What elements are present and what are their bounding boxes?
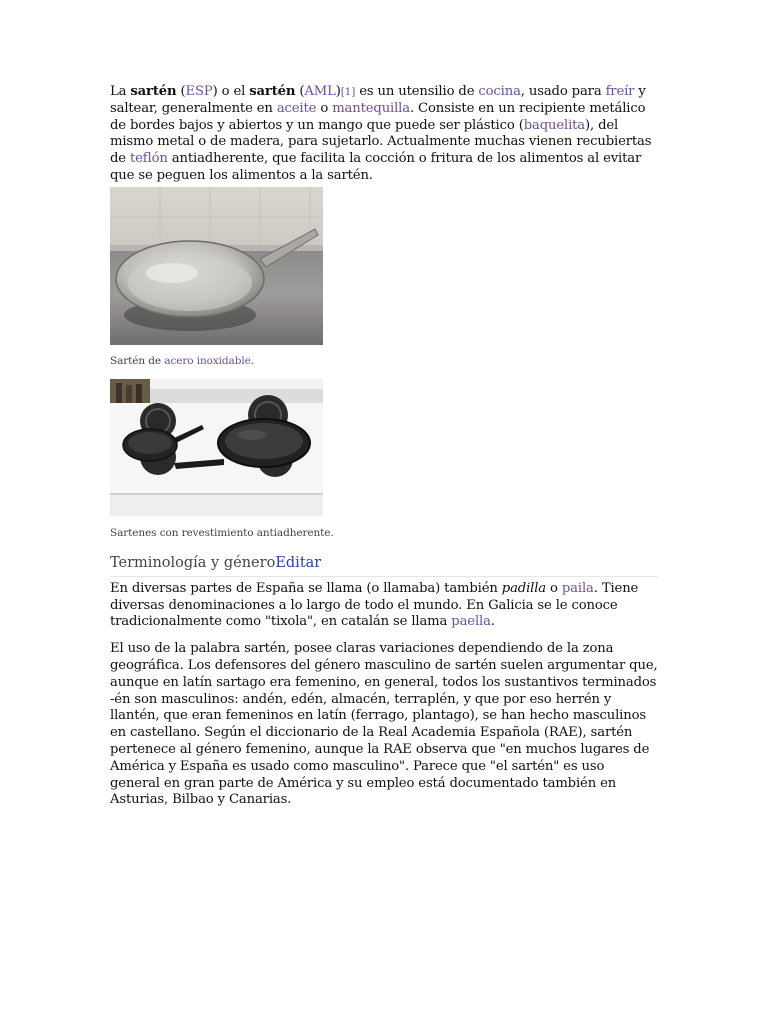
intro-paragraph xyxy=(110,84,658,185)
text: La xyxy=(110,84,131,99)
bold-term: sartén xyxy=(249,84,296,99)
text: es un utensilio de xyxy=(355,84,479,99)
caption-text: Sartén de xyxy=(110,354,165,367)
figure-caption xyxy=(110,355,658,368)
link-aml[interactable]: AML xyxy=(304,84,336,99)
text: de xyxy=(110,151,130,167)
section-heading xyxy=(110,554,658,577)
link-cocina[interactable]: cocina xyxy=(478,84,521,99)
figure-caption: Sartenes con revestimiento antiadherente. xyxy=(110,526,334,539)
reference-link[interactable]: [1] xyxy=(340,86,356,98)
link-paella[interactable]: paella xyxy=(451,614,491,630)
link-acero-inoxidable[interactable]: acero inoxidable xyxy=(164,354,251,367)
link-teflon[interactable]: teflón xyxy=(130,151,168,167)
text: ), del mismo metal o de madera, para sujetarlo. Actualmente muchas vienen recubiertas xyxy=(110,117,652,150)
text: ) o el xyxy=(212,84,250,99)
link-esp[interactable]: ESP xyxy=(185,84,213,99)
paragraph-gender-usage: El uso de la palabra sartén, posee claras variaciones dependiendo de la zona geográfica. Los defensores del género masculino de sartén suelen argumentar que, aunque en latín sartago era femenino, en general, todos los sustantivos terminados -én son masculinos: andén, edén, almacén, terraplén, y que por eso herrén y llantén, que eran femeninos en latín (ferrago, plantago), se han hecho masculinos en castellano. Según el diccionario de la Real Academia Española (RAE), sartén pertenece al género femenino, aunque la RAE observa que "en muchos lugares de América y España es usado como masculino". Parece que "el sartén" es uso general en gran parte de América y su empleo está documentado también en Asturias, Bilbao y Canarias. xyxy=(110,641,658,808)
italic-term: padilla xyxy=(501,580,547,596)
text: , usado para xyxy=(520,84,606,99)
text: . Consiste en un recipiente metálico de bordes bajos y abiertos y un mango que puede ser plástico ( xyxy=(110,100,646,133)
text: En diversas partes de España se llama (o llamaba) también xyxy=(110,580,502,596)
edit-section-link[interactable]: Editar xyxy=(275,554,322,571)
link-paila[interactable]: paila xyxy=(561,580,594,596)
text: o xyxy=(316,100,333,116)
figure-stainless-pan xyxy=(110,187,658,368)
nonstick-pans-photo[interactable] xyxy=(110,379,323,516)
text: ) xyxy=(335,84,341,99)
text: . Tiene diversas denominaciones a lo largo de todo el mundo. En Galicia se le conoce tradicionalmente como "tixola", en catalán se llama xyxy=(110,580,639,630)
text: o xyxy=(546,580,562,596)
text: ( xyxy=(176,84,186,99)
link-aceite[interactable]: aceite xyxy=(276,100,317,116)
link-baquelita[interactable]: baquelita xyxy=(523,117,585,133)
paragraph-denominations xyxy=(110,581,658,631)
text: . xyxy=(490,614,495,630)
caption-text: . xyxy=(250,354,254,367)
link-mantequilla[interactable]: mantequilla xyxy=(332,100,410,116)
stainless-pan-photo[interactable] xyxy=(110,187,323,345)
figure-nonstick-pans xyxy=(110,379,658,540)
text: antiadherente, que facilita la cocción o fritura de los alimentos al evitar que se peguen los alimentos a la sartén. xyxy=(110,151,642,183)
bold-term: sartén xyxy=(130,84,177,99)
text: y saltear, generalmente en xyxy=(110,84,646,116)
link-freir[interactable]: freír xyxy=(605,84,635,99)
article xyxy=(110,84,658,809)
section-heading-text: Terminología y género xyxy=(110,554,276,571)
text: ( xyxy=(295,84,305,99)
